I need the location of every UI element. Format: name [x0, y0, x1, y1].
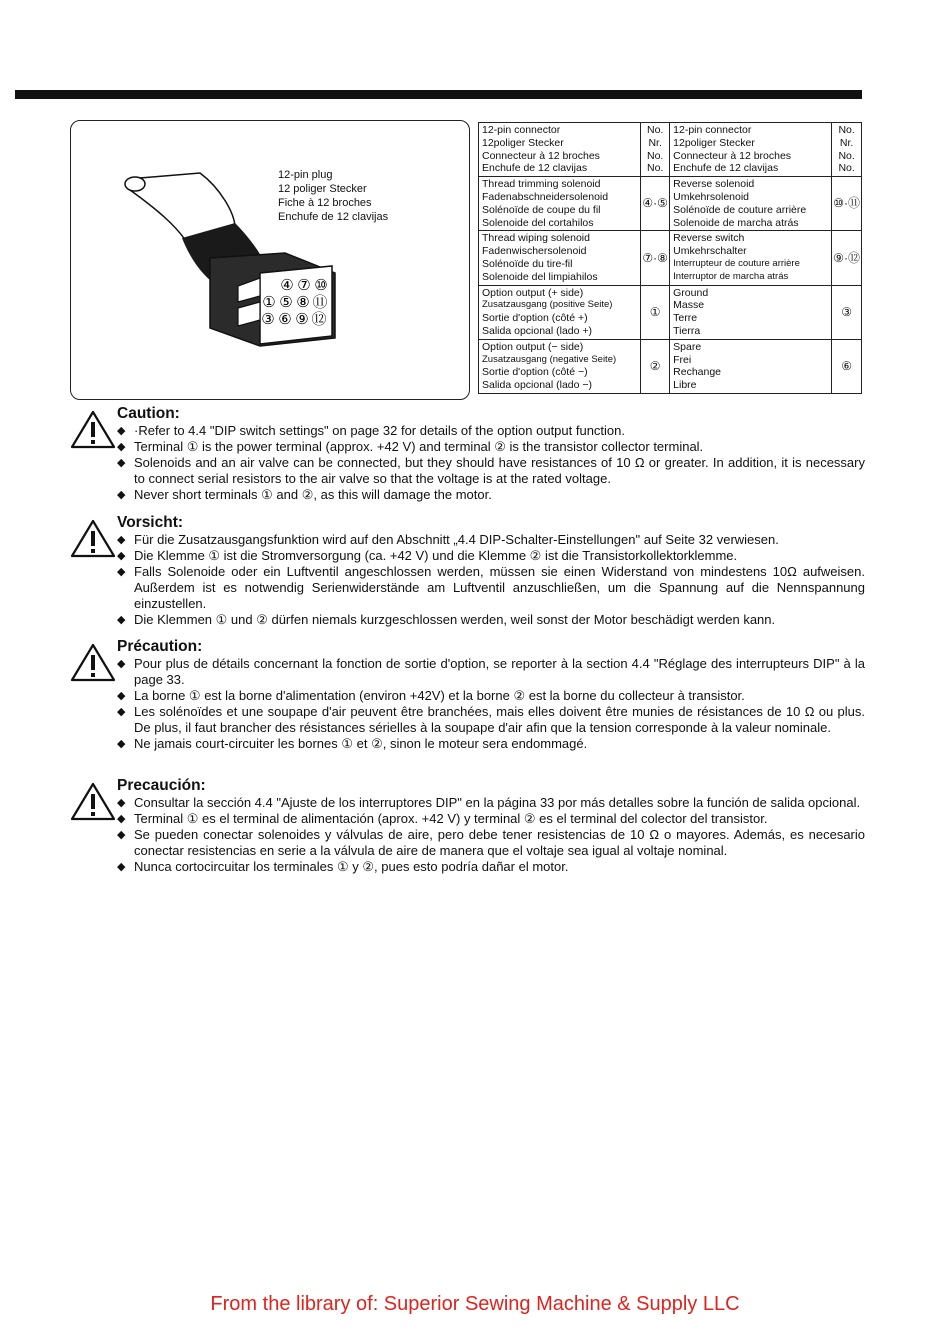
- list-item: ◆ ·Refer to 4.4 "DIP switch settings" on page 32 for details of the option output function.: [117, 423, 865, 439]
- plug-pin-number: ⑦: [297, 276, 311, 294]
- header-line: 12poliger Stecker: [482, 136, 564, 149]
- cell-line: Reverse solenoid: [673, 178, 755, 191]
- header-right-no: [832, 123, 862, 177]
- header-line: No.: [838, 149, 855, 162]
- cell-line: Interruptor de marcha atrás: [673, 270, 789, 282]
- header-line: No.: [647, 124, 664, 136]
- caution-list: [117, 532, 865, 628]
- plug-label-line: Fiche à 12 broches: [278, 197, 372, 209]
- cell-line: Solénoïde du tire-fil: [482, 257, 573, 270]
- list-item: ◆ Die Klemme ① ist die Stromversorgung (ca. +42 V) und die Klemme ② ist die Transistorkollektorklemme.: [117, 548, 865, 564]
- list-item: ◆ Pour plus de détails concernant la fonction de sortie d'option, se reporter à la section 4.4 "Réglage des interrupteurs DIP" à la page 33.: [117, 656, 865, 688]
- caution-list: [117, 795, 865, 875]
- pin-number-cell: ⑩·⑪: [832, 177, 862, 231]
- cell-line: Zusatzausgang (negative Seite): [482, 353, 617, 365]
- list-item: ◆ La borne ① est la borne d'alimentation (environ +42V) et la borne ② est la borne du collecteur à transistor.: [117, 688, 865, 704]
- cell-line: Masse: [673, 299, 705, 312]
- cell-line: Frei: [673, 353, 692, 366]
- function-cell: [479, 231, 641, 285]
- caution-list: [117, 656, 865, 752]
- pin-assignment-table: [478, 122, 862, 394]
- cell-line: Spare: [673, 340, 702, 353]
- cell-line: Interrupteur de couture arrière: [673, 257, 800, 269]
- cell-line: Thread wiping solenoid: [482, 232, 590, 245]
- section-heading: Precaución:: [117, 777, 206, 794]
- list-item: ◆ Les solénoïdes et une soupape d'air peuvent être branchées, mais elles doivent être munies de résistances de 10 Ω ou plus. De plus, il faut brancher des résistances sérielles à la soupape d'air afin que la tension corresponde à la valeur nominale.: [117, 704, 865, 736]
- plug-pin-number: ⑪: [312, 293, 328, 311]
- cell-line: Terre: [673, 312, 698, 325]
- header-line: 12-pin connector: [673, 124, 752, 136]
- cell-line: Rechange: [673, 366, 722, 379]
- plug-pin-number: ⑨: [295, 310, 309, 328]
- section-heading: Précaution:: [117, 638, 203, 655]
- pin-number-cell: ④·⑤: [641, 177, 670, 231]
- function-cell: [479, 285, 641, 339]
- cell-line: Solenoide de marcha atrás: [673, 216, 799, 229]
- function-cell: [670, 231, 832, 285]
- pin-number-cell: ⑦·⑧: [641, 231, 670, 285]
- cell-line: Fadenabschneidersolenoid: [482, 190, 609, 203]
- cell-line: Solénoïde de coupe du fil: [482, 203, 601, 216]
- library-footer: From the library of: Superior Sewing Machine & Supply LLC: [210, 1293, 740, 1315]
- list-item: ◆ Terminal ① is the power terminal (approx. +42 V) and terminal ② is the transistor collector terminal.: [117, 439, 865, 455]
- header-left: [479, 123, 641, 177]
- list-item: ◆ Never short terminals ① and ②, as this will damage the motor.: [117, 487, 865, 503]
- header-line: No.: [838, 162, 855, 175]
- warning-triangle-icon: [70, 781, 116, 821]
- cell-line: Solenoide del limpiahilos: [482, 270, 598, 283]
- plug-pin-number: ④: [280, 276, 294, 294]
- plug-pin-number: ③: [261, 310, 275, 328]
- table-row: [479, 231, 862, 285]
- table-header-row: [479, 123, 862, 177]
- plug-pin-number: ⑤: [279, 293, 293, 311]
- plug-label-line: 12 poliger Stecker: [278, 183, 367, 195]
- cell-line: Solenoide del cortahilos: [482, 216, 594, 229]
- warning-triangle-icon: [70, 642, 116, 682]
- header-line: Nr.: [648, 136, 662, 149]
- header-line: Connecteur à 12 broches: [673, 149, 792, 162]
- header-line: 12-pin connector: [482, 124, 561, 136]
- header-line: Connecteur à 12 broches: [482, 149, 600, 162]
- header-right: [670, 123, 832, 177]
- cell-line: Option output (+ side): [482, 286, 584, 299]
- list-item: ◆ Falls Solenoide oder ein Luftventil angeschlossen werden, müssen sie einen Widerstand von mindestens 10Ω aufweisen. Außerdem ist es notwendig Serienwiderstände am Luftventil anzuschließen, um die Spannung auf die Nennspannung einzustellen.: [117, 564, 865, 612]
- list-item: ◆ Consultar la sección 4.4 "Ajuste de los interruptores DIP" en la página 33 por más detalles sobre la función de salida opcional.: [117, 795, 865, 811]
- header-left-no: [641, 123, 670, 177]
- header-line: Enchufe de 12 clavijas: [482, 162, 588, 175]
- list-item: ◆ Für die Zusatzausgangsfunktion wird auf den Abschnitt „4.4 DIP-Schalter-Einstellungen" auf Seite 32 verwiesen.: [117, 532, 865, 548]
- plug-pin-number: ⑧: [296, 293, 310, 311]
- header-line: No.: [838, 124, 855, 136]
- cell-line: Libre: [673, 379, 697, 392]
- list-item: ◆ Se pueden conectar solenoides y válvulas de aire, pero debe tener resistencias de 10 Ω o mayores. Además, es necesario conectar resistencias en serie a la válvula de aire de manera que el voltaje sea igual al voltaje nominal.: [117, 827, 865, 859]
- cell-line: Reverse switch: [673, 232, 745, 245]
- plug-label-line: Enchufe de 12 clavijas: [278, 211, 389, 223]
- function-cell: [670, 339, 832, 393]
- header-line: No.: [647, 149, 664, 162]
- cell-line: Sortie d'option (côté +): [482, 312, 588, 325]
- cell-line: Umkehrsolenoid: [673, 190, 750, 203]
- plug-pin-number: ⑩: [314, 276, 328, 294]
- function-cell: [670, 177, 832, 231]
- top-rule: [15, 90, 862, 99]
- table-row: [479, 177, 862, 231]
- cell-line: Sortie d'option (côté −): [482, 366, 588, 379]
- cell-line: Option output (− side): [482, 340, 584, 353]
- plug-pin-number: ⑥: [278, 310, 292, 328]
- warning-triangle-icon: [70, 409, 116, 449]
- pin-number-cell: ⑥: [832, 339, 862, 393]
- function-cell: [670, 285, 832, 339]
- warning-triangle-icon: [70, 518, 116, 558]
- function-cell: [479, 339, 641, 393]
- table-row: [479, 339, 862, 393]
- header-line: Enchufe de 12 clavijas: [673, 162, 779, 175]
- section-heading: Caution:: [117, 405, 180, 422]
- pin-number-cell: ①: [641, 285, 670, 339]
- function-cell: [479, 177, 641, 231]
- plug-pin-number: ⑫: [311, 310, 327, 328]
- header-line: Nr.: [839, 136, 854, 149]
- pin-number-cell: ⑨·⑫: [832, 231, 862, 285]
- list-item: ◆ Die Klemmen ① und ② dürfen niemals kurzgeschlossen werden, weil sonst der Motor beschädigt werden kann.: [117, 612, 865, 628]
- cell-line: Salida opcional (lado +): [482, 324, 593, 337]
- section-heading: Vorsicht:: [117, 514, 184, 531]
- cell-line: Salida opcional (lado −): [482, 379, 593, 392]
- cell-line: Tierra: [673, 324, 701, 337]
- list-item: ◆ Ne jamais court-circuiter les bornes ① et ②, sinon le moteur sera endommagé.: [117, 736, 865, 752]
- pin-number-cell: ②: [641, 339, 670, 393]
- plug-label-line: 12-pin plug: [278, 169, 333, 181]
- cell-line: Umkehrschalter: [673, 245, 747, 258]
- list-item: ◆ Solenoids and an air valve can be connected, but they should have resistances of 10 Ω or greater. In addition, it is necessary to connect serial resistors to the air valve so that the voltage is at the rated voltage.: [117, 455, 865, 487]
- plug-pin-number: ①: [262, 293, 276, 311]
- cell-line: Ground: [673, 286, 709, 299]
- table-row: [479, 285, 862, 339]
- cell-line: Fadenwischersolenoid: [482, 245, 587, 258]
- caution-list: [117, 423, 865, 503]
- pin-number-cell: ③: [832, 285, 862, 339]
- cell-line: Solénoïde de couture arrière: [673, 203, 807, 216]
- cell-line: Thread trimming solenoid: [482, 178, 601, 191]
- cell-line: Zusatzausgang (positive Seite): [482, 299, 613, 311]
- header-line: No.: [647, 162, 664, 175]
- list-item: ◆ Nunca cortocircuitar los terminales ① y ②, pues esto podría dañar el motor.: [117, 859, 865, 875]
- header-line: 12poliger Stecker: [673, 136, 755, 149]
- list-item: ◆ Terminal ① es el terminal de alimentación (aprox. +42 V) y terminal ② es el terminal del colector del transistor.: [117, 811, 865, 827]
- plug-label: [278, 168, 388, 224]
